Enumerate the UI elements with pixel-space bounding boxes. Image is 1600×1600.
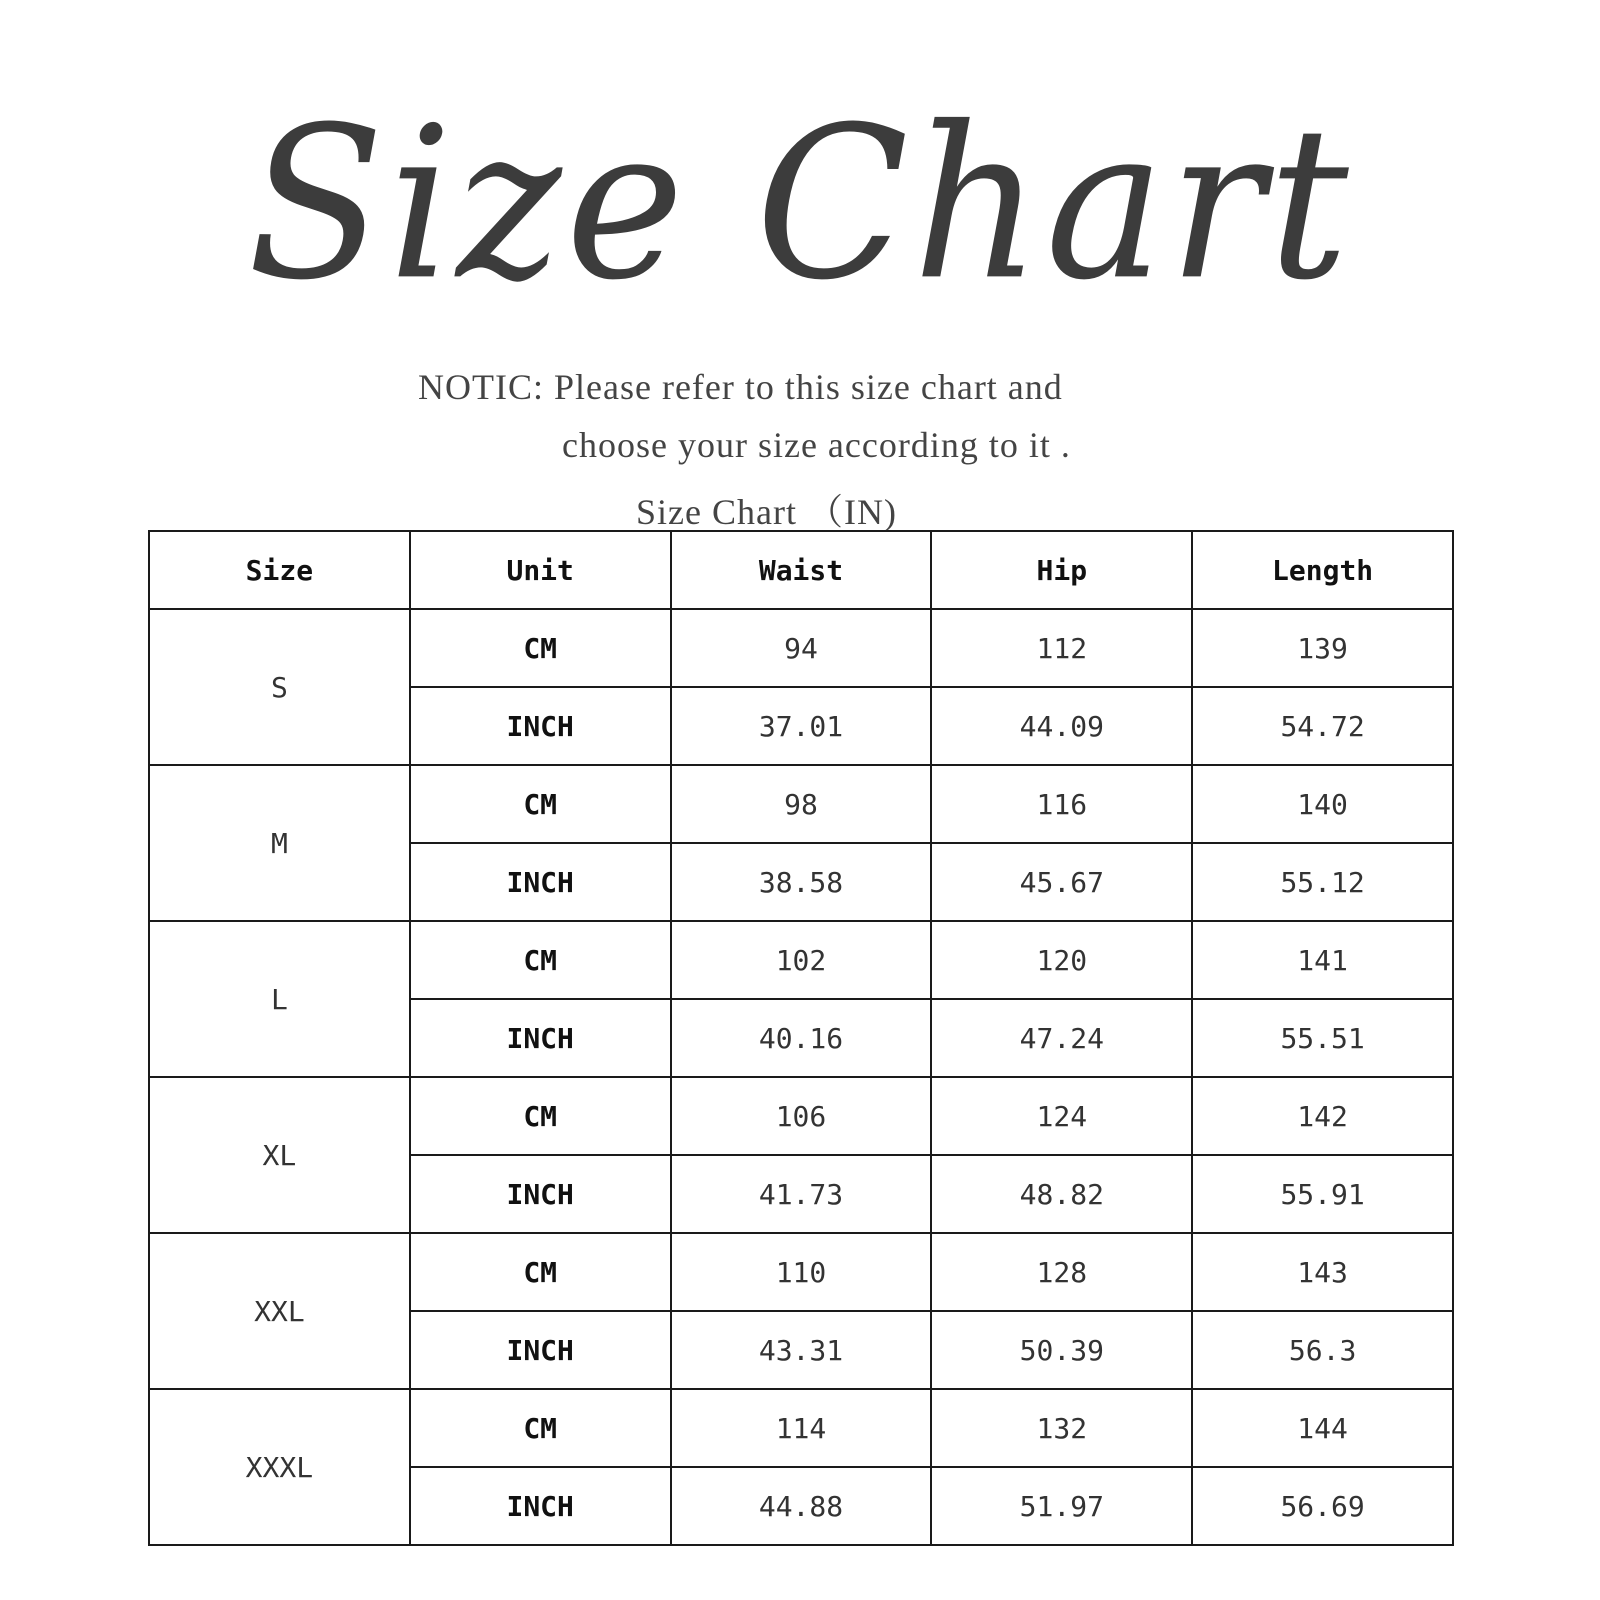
waist-cell: 94 bbox=[671, 609, 932, 687]
hip-cell: 128 bbox=[931, 1233, 1192, 1311]
page-title bbox=[0, 40, 1600, 370]
unit-cell: CM bbox=[410, 609, 671, 687]
length-cell: 54.72 bbox=[1192, 687, 1453, 765]
unit-cell: CM bbox=[410, 1233, 671, 1311]
title-text: Size Chart bbox=[247, 82, 1353, 327]
waist-cell: 40.16 bbox=[671, 999, 932, 1077]
waist-cell: 44.88 bbox=[671, 1467, 932, 1545]
hip-cell: 132 bbox=[931, 1389, 1192, 1467]
waist-cell: 110 bbox=[671, 1233, 932, 1311]
waist-cell: 102 bbox=[671, 921, 932, 999]
waist-cell: 43.31 bbox=[671, 1311, 932, 1389]
unit-cell: INCH bbox=[410, 1155, 671, 1233]
length-cell: 140 bbox=[1192, 765, 1453, 843]
hip-cell: 45.67 bbox=[931, 843, 1192, 921]
hip-cell: 51.97 bbox=[931, 1467, 1192, 1545]
unit-cell: CM bbox=[410, 1077, 671, 1155]
hip-cell: 48.82 bbox=[931, 1155, 1192, 1233]
length-cell: 139 bbox=[1192, 609, 1453, 687]
length-cell: 55.51 bbox=[1192, 999, 1453, 1077]
size-label: XXXL bbox=[149, 1389, 410, 1545]
unit-cell: INCH bbox=[410, 843, 671, 921]
hip-cell: 120 bbox=[931, 921, 1192, 999]
length-cell: 144 bbox=[1192, 1389, 1453, 1467]
unit-cell: INCH bbox=[410, 999, 671, 1077]
length-cell: 141 bbox=[1192, 921, 1453, 999]
waist-cell: 38.58 bbox=[671, 843, 932, 921]
notice-line-1: NOTIC: Please refer to this size chart and bbox=[418, 367, 1063, 407]
header-size: Size bbox=[149, 531, 410, 609]
length-cell: 56.3 bbox=[1192, 1311, 1453, 1389]
notice-line-2: choose your size according to it . bbox=[562, 425, 1071, 465]
length-cell: 55.91 bbox=[1192, 1155, 1453, 1233]
size-table bbox=[148, 530, 1454, 1546]
unit-cell: CM bbox=[410, 765, 671, 843]
length-cell: 142 bbox=[1192, 1077, 1453, 1155]
hip-cell: 44.09 bbox=[931, 687, 1192, 765]
length-cell: 55.12 bbox=[1192, 843, 1453, 921]
table-subtitle: Size Chart （IN) bbox=[636, 492, 897, 532]
hip-cell: 124 bbox=[931, 1077, 1192, 1155]
header-waist: Waist bbox=[671, 531, 932, 609]
size-label: L bbox=[149, 921, 410, 1077]
hip-cell: 116 bbox=[931, 765, 1192, 843]
size-label: S bbox=[149, 609, 410, 765]
size-label: XL bbox=[149, 1077, 410, 1233]
size-label: M bbox=[149, 765, 410, 921]
hip-cell: 112 bbox=[931, 609, 1192, 687]
unit-cell: CM bbox=[410, 1389, 671, 1467]
table-row bbox=[149, 1233, 1453, 1311]
waist-cell: 98 bbox=[671, 765, 932, 843]
table-row bbox=[149, 765, 1453, 843]
size-label: XXL bbox=[149, 1233, 410, 1389]
header-unit: Unit bbox=[410, 531, 671, 609]
hip-cell: 50.39 bbox=[931, 1311, 1192, 1389]
waist-cell: 41.73 bbox=[671, 1155, 932, 1233]
header-hip: Hip bbox=[931, 531, 1192, 609]
waist-cell: 106 bbox=[671, 1077, 932, 1155]
length-cell: 143 bbox=[1192, 1233, 1453, 1311]
unit-cell: INCH bbox=[410, 687, 671, 765]
unit-cell: CM bbox=[410, 921, 671, 999]
header-length: Length bbox=[1192, 531, 1453, 609]
table-row bbox=[149, 921, 1453, 999]
table-row bbox=[149, 1077, 1453, 1155]
unit-cell: INCH bbox=[410, 1311, 671, 1389]
table-row bbox=[149, 1389, 1453, 1467]
waist-cell: 114 bbox=[671, 1389, 932, 1467]
unit-cell: INCH bbox=[410, 1467, 671, 1545]
hip-cell: 47.24 bbox=[931, 999, 1192, 1077]
table-row bbox=[149, 609, 1453, 687]
length-cell: 56.69 bbox=[1192, 1467, 1453, 1545]
waist-cell: 37.01 bbox=[671, 687, 932, 765]
table-header-row bbox=[149, 531, 1453, 609]
